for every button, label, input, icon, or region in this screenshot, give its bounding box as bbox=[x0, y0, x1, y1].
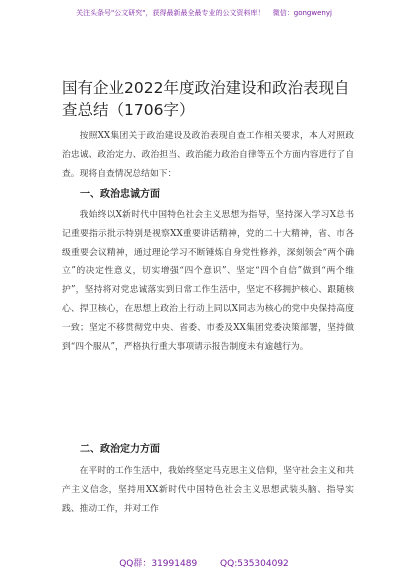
intro-paragraph: 按照XX集团关于政治建设及政治表现自查工作相关要求，本人对照政治忠诚、政治定力、政治担当、政治能力政治自律等五个方面内容进行了自查。现将自查情况总结如下： bbox=[62, 131, 354, 179]
document-title: 国有企业2022年度政治建设和政治表现自查总结（1706字） bbox=[62, 79, 350, 119]
banner-wechat-text: 微信：gongwenyj bbox=[272, 9, 332, 17]
footer-contact bbox=[0, 558, 408, 570]
footer-qq-group: QQ群：31991489 bbox=[119, 559, 198, 569]
section-body-political-resolve: 在平时的工作生活中，我始终坚定马克思主义信仰，坚守社会主义和共产主义信念，坚持用XX新时代中国特色社会主义思想武装头脑、指导实践、推动工作，并对工作 bbox=[62, 466, 354, 514]
section-heading-political-loyalty: 一、政治忠诚方面 bbox=[80, 189, 160, 200]
footer-qq-number: QQ:535304092 bbox=[220, 559, 289, 569]
section-body-political-loyalty: 我始终以X新时代中国特色社会主义思想为指导，坚持深入学习X总书记重要指示批示特别是视察XX重要讲话精神，党的二十大精神，省、市各级重要会议精神，通过理论学习不断锤炼自身党性修养，深刻领会“两个确立”的决定性意义，切实增强“四个意识”、坚定“四个自信”做到“两个维护”，坚持将对党忠诚落实到日常工作生活中，坚定不移拥护核心、跟随核心、捍卫核心，在思想上政治上行动上同以X同志为核心的党中央保持高度一致；坚定不移贯彻党中央、省委、市委及XX集团党委决策部署，坚持做到“四个服从”，严格执行重大事项请示报告制度未有逾越行为。 bbox=[62, 210, 354, 352]
section-heading-political-resolve: 二、政治定力方面 bbox=[80, 444, 160, 455]
banner-promo-text: 关注头条号"公文研究"，获得最新最全最专业的公文资料库！ bbox=[76, 9, 265, 17]
top-banner bbox=[0, 8, 408, 18]
